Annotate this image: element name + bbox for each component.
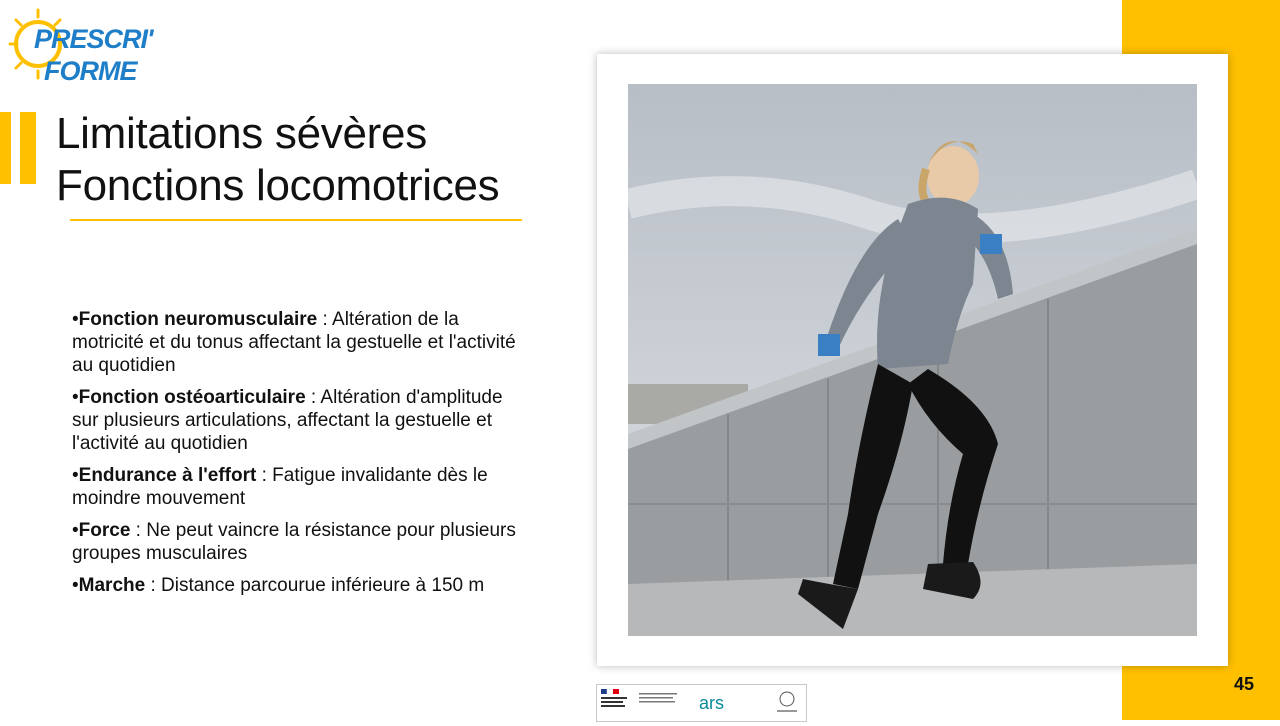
- page-number: 45: [1233, 674, 1255, 694]
- accent-bar: [20, 112, 36, 184]
- bullet-item: [72, 574, 532, 597]
- title-line-1: Limitations sévères: [56, 109, 427, 158]
- bullet-term: Force: [78, 520, 131, 541]
- bullet-text: : Fatigue invalidante dès le moindre mouvement: [72, 465, 488, 509]
- partner-logos-illustration: [597, 685, 806, 721]
- bullet-item: [72, 519, 532, 565]
- bullet-marker: •: [72, 387, 79, 408]
- partner-logos: [596, 684, 807, 722]
- title-underline: [70, 219, 522, 221]
- runner-photo: [628, 84, 1197, 636]
- bullet-text: : Altération de la motricité et du tonus affectant la gestuelle et l'activité au quotidien: [72, 309, 516, 376]
- ars-logo-text: ars: [699, 693, 725, 713]
- bullet-text: : Distance parcourue inférieure à 150 m: [145, 575, 485, 596]
- runner-illustration: [628, 84, 1197, 636]
- logo-text-line2: FORME: [44, 56, 137, 86]
- title-line-2: Fonctions locomotrices: [56, 161, 500, 210]
- prescriforme-logo: [8, 4, 158, 90]
- bullet-term: Fonction neuromusculaire: [78, 309, 318, 330]
- slide-title: [56, 108, 576, 212]
- bullet-marker: •: [72, 575, 79, 596]
- accent-bar: [0, 112, 11, 184]
- bullet-list: [72, 308, 532, 606]
- bullet-term: Marche: [78, 575, 146, 596]
- bullet-marker: •: [72, 520, 79, 541]
- bullet-text: : Ne peut vaincre la résistance pour plusieurs groupes musculaires: [72, 520, 516, 564]
- bullet-term: Fonction ostéoarticulaire: [78, 387, 306, 408]
- bullet-marker: •: [72, 309, 79, 330]
- bullet-term: Endurance à l'effort: [78, 465, 257, 486]
- bullet-text: : Altération d'amplitude sur plusieurs articulations, affectant la gestuelle et l'activité au quotidien: [72, 387, 503, 454]
- logo-text-line1: PRESCRI': [34, 24, 153, 54]
- bullet-item: [72, 386, 532, 455]
- bullet-item: [72, 308, 532, 377]
- bullet-marker: •: [72, 465, 79, 486]
- bullet-item: [72, 464, 532, 510]
